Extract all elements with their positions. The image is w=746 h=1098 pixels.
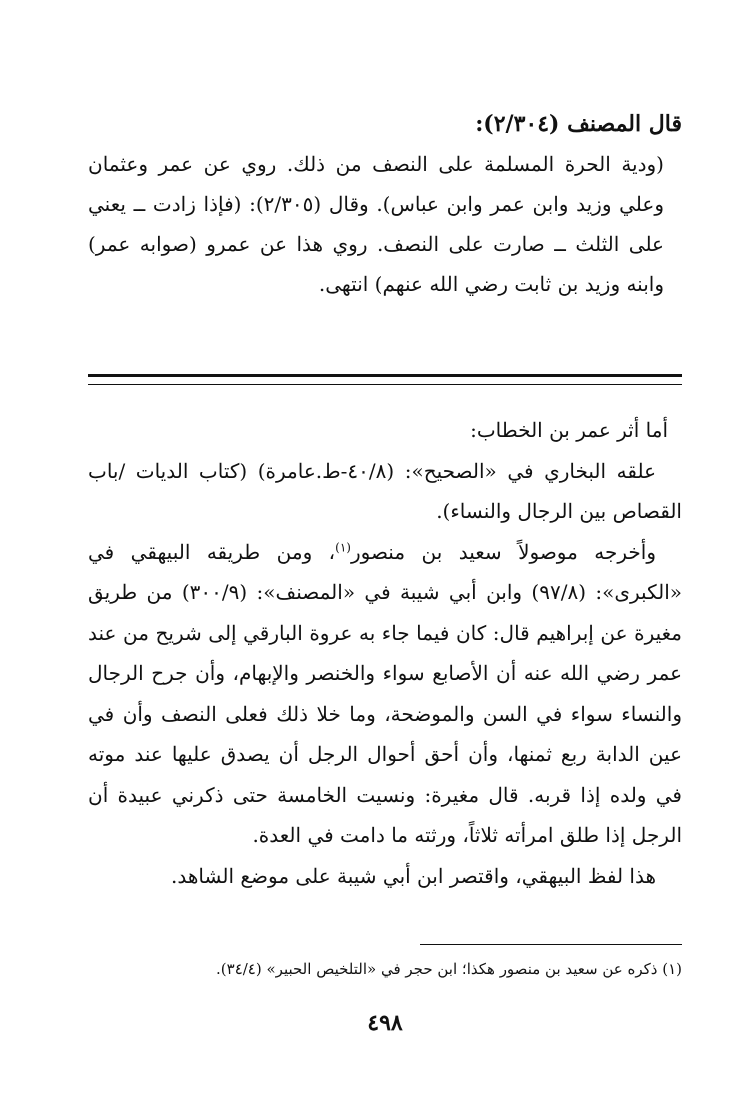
section-divider	[88, 374, 682, 385]
book-page	[88, 0, 682, 1098]
quote-body: (ودية الحرة المسلمة على النصف من ذلك. روي عن عمر وعثمان وعلي وزيد وابن عمر وابن عباس). وقال (٢/٣٠٥): (فإذا زادت ــ يعني على الثلث ــ صارت على النصف. روي هذا عن عمرو (صوابه عمر) وابنه وزيد بن ثابت رضي الله عنهم) انتهى.	[88, 152, 665, 296]
footnote-separator	[420, 944, 682, 945]
page-number: ٤٩٨	[367, 1010, 403, 1036]
footnote-reference[interactable]: (١)	[335, 539, 351, 554]
commentary-paragraph-4: هذا لفظ البيهقي، واقتصر ابن أبي شيبة على موضع الشاهد.	[171, 863, 656, 888]
quote-heading: قال المصنف (٢/٣٠٤):	[475, 111, 682, 137]
paragraph-3-after-ref: ، ومن طريقه البيهقي في «الكبرى»: (٩٧/٨) وابن أبي شيبة في «المصنف»: (٣٠٠/٩) من طريق مغيرة عن إبراهيم قال: كان فيما جاء به عروة البارقي إلى شريح من عند عمر رضي الله عنه أن الأصابع سواء والخنصر والإبهام، وأن جرح الرجال والنساء سواء في السن والموضحة، وما خلا ذلك فعلى النصف وأن في عين الدابة ربع ثمنها، وأن أحق أحوال الرجل أن يصدق عليها عند موته في ولده إذا قربه. قال مغيرة: ونسيت الخامسة حتى ذكرني عبيدة أن الرجل إذا طلق امرأته ثلاثاً، ورثته ما دامت في العدة.	[88, 539, 683, 847]
paragraph-3-before-ref: وأخرجه موصولاً سعيد بن منصور	[350, 539, 656, 564]
commentary-section	[88, 410, 682, 896]
footnote: (١) ذكره عن سعيد بن منصور هكذا؛ ابن حجر في «التلخيص الحبير» (٣٤/٤).	[216, 960, 682, 978]
commentary-paragraph-1: أما أثر عمر بن الخطاب:	[470, 418, 668, 442]
author-quote-block	[88, 104, 682, 304]
commentary-paragraph-2: علقه البخاري في «الصحيح»: (٤٠/٨-ط.عامرة) (كتاب الديات /باب القصاص بين الرجال والنساء).	[88, 458, 682, 523]
commentary-paragraph-3	[88, 532, 682, 856]
